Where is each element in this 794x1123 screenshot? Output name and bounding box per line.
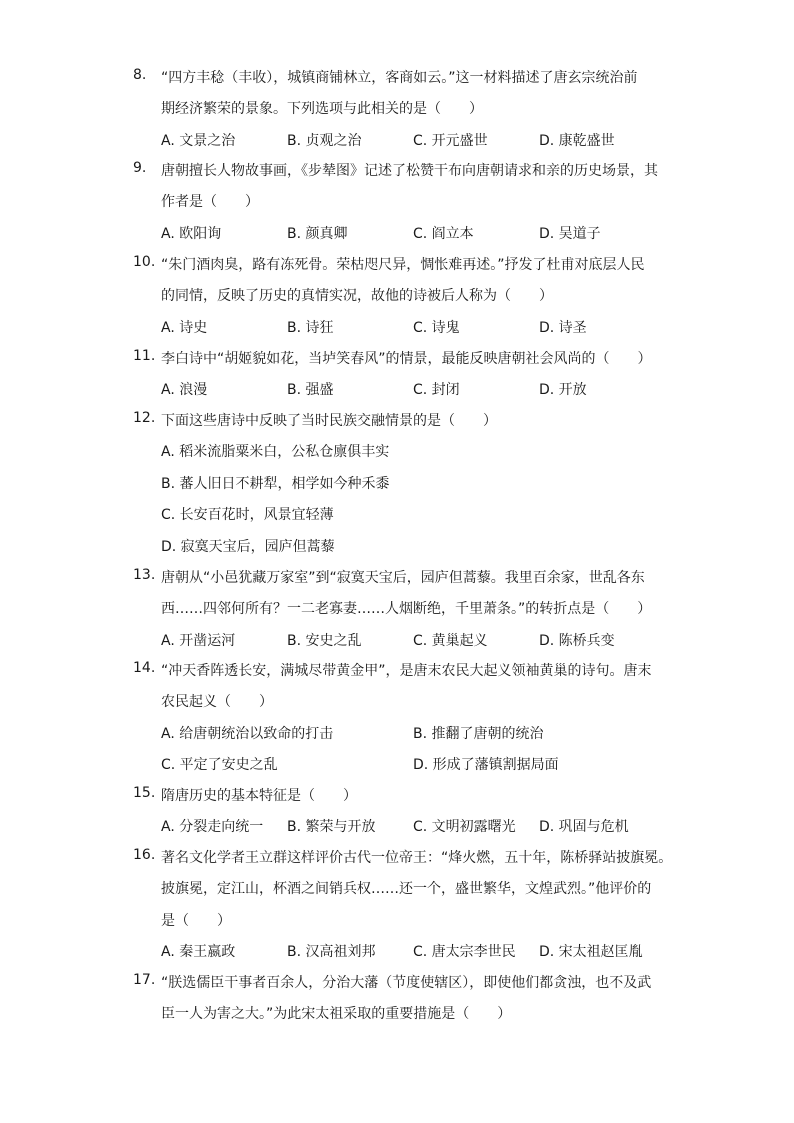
option-a: A. 欧阳询 (161, 226, 222, 242)
question-text: 下面这些唐诗中反映了当时民族交融情景的是（ ） (161, 413, 497, 429)
question-number: 16. (133, 847, 156, 863)
question-text: 农民起义（ ） (161, 694, 273, 710)
question-number: 8. (133, 67, 147, 83)
option-c: C. 黄巢起义 (413, 633, 488, 649)
option-d: D. 宋太祖赵匡胤 (539, 944, 643, 960)
option-a: A. 分裂走向统一 (161, 819, 264, 835)
option-b: B. 贞观之治 (287, 133, 362, 149)
option-d: D. 寂寞天宝后，园庐但蒿藜 (161, 539, 335, 555)
question-number: 11. (133, 348, 156, 364)
option-a: A. 文景之治 (161, 133, 236, 149)
option-a: A. 稻米流脂粟米白，公私仓廪俱丰实 (161, 444, 390, 460)
option-c: C. 唐太宗李世民 (413, 944, 516, 960)
option-d: D. 吴道子 (539, 226, 601, 242)
option-a: A. 秦王嬴政 (161, 944, 236, 960)
option-d: D. 开放 (539, 382, 587, 398)
option-c: C. 开元盛世 (413, 133, 488, 149)
question-text: 著名文化学者王立群这样评价古代一位帝王：“烽火燃，五十年，陈桥驿站披旗冕。 (161, 850, 673, 866)
option-d: D. 诗圣 (539, 320, 587, 336)
question-number: 14. (133, 660, 156, 676)
option-b: B. 繁荣与开放 (287, 819, 376, 835)
question-text: “四方丰稔（丰收），城镇商铺林立，客商如云。”这一材料描述了唐玄宗统治前 (161, 70, 638, 86)
option-d: D. 巩固与危机 (539, 819, 629, 835)
option-b: B. 安史之乱 (287, 633, 362, 649)
option-c: C. 阎立本 (413, 226, 474, 242)
option-c: C. 文明初露曙光 (413, 819, 516, 835)
option-b: B. 强盛 (287, 382, 334, 398)
question-text: 披旗冕，定江山，杯酒之间销兵权……还一个，盛世繁华，文煌武烈。”他评价的 (161, 881, 652, 897)
question-text: 西……四邻何所有？一二老寡妻……人烟断绝，千里萧条。”的转折点是（ ） (161, 601, 652, 617)
option-d: D. 陈桥兵变 (539, 633, 615, 649)
option-c: C. 封闭 (413, 382, 460, 398)
option-a: A. 给唐朝统治以致命的打击 (161, 726, 334, 742)
option-c: C. 诗鬼 (413, 320, 460, 336)
question-number: 10. (133, 254, 156, 270)
option-a: A. 开凿运河 (161, 633, 236, 649)
question-text: 的同情，反映了历史的真情实况，故他的诗被后人称为（ ） (161, 288, 553, 304)
option-b: B. 诗狂 (287, 320, 334, 336)
question-number: 15. (133, 785, 156, 801)
question-number: 17. (133, 972, 156, 988)
option-b: B. 蕃人旧日不耕犁，相学如今种禾黍 (161, 476, 390, 492)
question-text: “冲天香阵透长安，满城尽带黄金甲”，是唐末农民大起义领袖黄巢的诗句。唐末 (161, 663, 652, 679)
question-text: 隋唐历史的基本特征是（ ） (161, 788, 357, 804)
question-text: 李白诗中“胡姬貌如花，当垆笑春风”的情景，最能反映唐朝社会风尚的（ ） (161, 351, 652, 367)
question-text: 唐朝从“小邑犹藏万家室”到“寂寞天宝后，园庐但蒿藜。我里百余家，世乱各东 (161, 570, 645, 586)
question-text: “朕选儒臣干事者百余人，分治大藩（节度使辖区），即使他们都贪浊，也不及武 (161, 975, 652, 991)
option-b: B. 推翻了唐朝的统治 (413, 726, 544, 742)
option-b: B. 汉高祖刘邦 (287, 944, 376, 960)
option-b: B. 颜真卿 (287, 226, 348, 242)
option-a: A. 诗史 (161, 320, 208, 336)
question-number: 12. (133, 410, 156, 426)
question-number: 13. (133, 567, 156, 583)
question-number: 9. (133, 160, 147, 176)
option-a: A. 浪漫 (161, 382, 208, 398)
option-c: C. 平定了安史之乱 (161, 757, 278, 773)
option-d: D. 形成了藩镇割据局面 (413, 757, 559, 773)
question-text: 作者是（ ） (161, 194, 259, 210)
question-text: 期经济繁荣的景象。下列选项与此相关的是（ ） (161, 101, 483, 117)
question-text: 是（ ） (161, 913, 231, 929)
option-c: C. 长安百花时，风景宜轻薄 (161, 507, 334, 523)
option-d: D. 康乾盛世 (539, 133, 615, 149)
question-text: “朱门酒肉臭，路有冻死骨。荣枯咫尺异，惆怅难再述。”抒发了杜甫对底层人民 (161, 257, 645, 273)
question-text: 臣一人为害之大。”为此宋太祖采取的重要措施是（ ） (161, 1006, 512, 1022)
question-text: 唐朝擅长人物故事画，《步辇图》记述了松赞干布向唐朝请求和亲的历史场景，其 (161, 163, 658, 179)
